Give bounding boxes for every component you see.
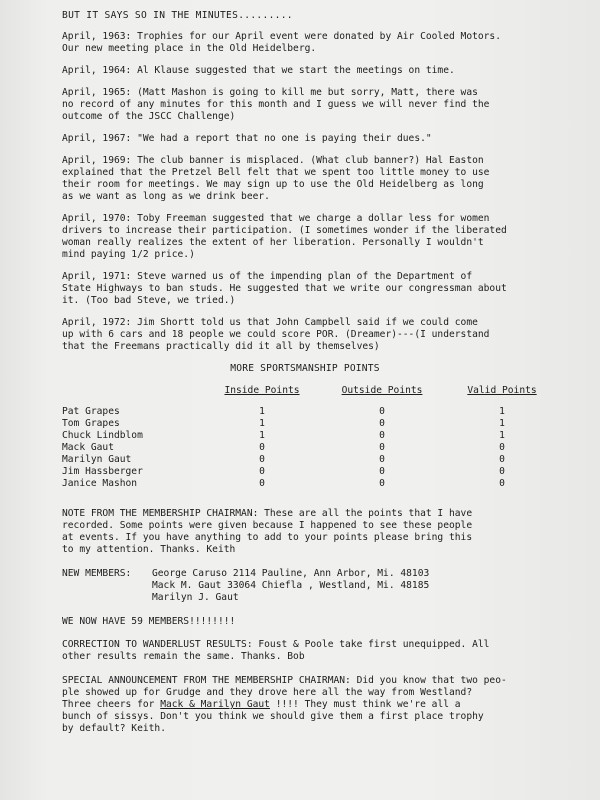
valid-points: 0 [499, 466, 505, 477]
member-count: WE NOW HAVE 59 MEMBERS!!!!!!!! [62, 616, 236, 627]
inside-points: 1 [259, 418, 265, 429]
minutes-entry-1964: April, 1964: Al Klause suggested that we start the meetings on time. [62, 65, 455, 76]
minutes-entry-1972: April, 1972: Jim Shortt told us that John Campbell said if we could come up with 6 cars and 18 people we could score POR. (Dreamer)---(I understand that the Freemans practically did it all by themselves) [62, 317, 490, 352]
page-heading: BUT IT SAYS SO IN THE MINUTES......... [62, 10, 293, 21]
valid-points: 1 [499, 406, 505, 417]
outside-points: 0 [379, 430, 385, 441]
list-item: George Caruso 2114 Pauline, Ann Arbor, Mi. 48103 [152, 568, 430, 579]
member-name: Marilyn Gaut [62, 454, 132, 465]
special-announcement [62, 675, 548, 735]
special-announcement-text-2: !!!! They must think we're all a bunch of sissys. Don't you think we should give them a first place trophy by default? Keith. [62, 699, 484, 734]
list-item: Marilyn J. Gaut [152, 592, 239, 603]
valid-points: 1 [499, 418, 505, 429]
new-members-list [152, 568, 429, 604]
table-header-row [62, 385, 548, 406]
table-row [62, 406, 548, 418]
member-name: Tom Grapes [62, 418, 120, 429]
outside-points: 0 [379, 418, 385, 429]
minutes-entry-1970: April, 1970: Toby Freeman suggested that we charge a dollar less for women drivers to increase their participation. (I sometimes wonder if the liberated woman really realizes the extent of her liberation. Personally I wouldn't mind paying 1/2 price.) [62, 213, 507, 260]
membership-note: NOTE FROM THE MEMBERSHIP CHAIRMAN: These are all the points that I have recorded. Some points were given because I happened to see these people at events. If you have anything to add to your points please bring this to my attention. Thanks. Keith [62, 508, 473, 555]
minutes-entry-1963: April, 1963: Trophies for our April event were donated by Air Cooled Motors. Our new meeting place in the Old Heidelberg. [62, 31, 501, 54]
column-header-valid: Valid Points [467, 385, 537, 396]
minutes-entry-1967: April, 1967: "We had a report that no one is paying their dues." [62, 133, 432, 144]
table-row [62, 454, 548, 466]
outside-points: 0 [379, 406, 385, 417]
list-item: Mack M. Gaut 33064 Chiefla , Westland, Mi. 48185 [152, 580, 430, 591]
sportsmanship-table [62, 385, 548, 490]
outside-points: 0 [379, 454, 385, 465]
special-announcement-names: Mack & Marilyn Gaut [160, 699, 270, 710]
minutes-entry-1965: April, 1965: (Matt Mashon is going to kill me but sorry, Matt, there was no record of any minutes for this month and I guess we will never find the outcome of the JSCC Challenge) [62, 87, 490, 122]
minutes-entry-1969: April, 1969: The club banner is misplaced. (What club banner?) Hal Easton explained that the Pretzel Bell felt that we spent too little money to use their room for meetings. We may sign up to use the Old Heidelberg as long as we want as long as we drink beer. [62, 155, 490, 202]
member-name: Pat Grapes [62, 406, 120, 417]
sportsmanship-title: MORE SPORTSMANSHIP POINTS [230, 363, 380, 374]
new-members [62, 568, 548, 604]
inside-points: 0 [259, 466, 265, 477]
wanderlust-correction: CORRECTION TO WANDERLUST RESULTS: Foust & Poole take first unequipped. All other results remain the same. Thanks. Bob [62, 639, 490, 662]
member-name: Janice Mashon [62, 478, 138, 489]
new-members-label: NEW MEMBERS: [62, 568, 132, 579]
column-header-inside: Inside Points [224, 385, 300, 396]
inside-points: 0 [259, 442, 265, 453]
inside-points: 1 [259, 406, 265, 417]
table-row [62, 430, 548, 442]
member-name: Jim Hassberger [62, 466, 143, 477]
inside-points: 0 [259, 478, 265, 489]
member-name: Chuck Lindblom [62, 430, 143, 441]
inside-points: 0 [259, 454, 265, 465]
table-row [62, 478, 548, 490]
column-header-outside: Outside Points [341, 385, 423, 396]
table-row [62, 418, 548, 430]
minutes-entry-1971: April, 1971: Steve warned us of the impending plan of the Department of State Highways to ban studs. He suggested that we write our congressman about it. (Too bad Steve, we tried.) [62, 271, 507, 306]
table-row [62, 442, 548, 454]
outside-points: 0 [379, 466, 385, 477]
special-announcement-text-1: SPECIAL ANNOUNCEMENT FROM THE MEMBERSHIP CHAIRMAN: Did you know that two peo- ple showed up for Grudge and they drove here all the way from Westland? Three cheers for [62, 675, 507, 710]
inside-points: 1 [259, 430, 265, 441]
column-header-name [62, 385, 216, 406]
minutes-entries [62, 31, 548, 353]
valid-points: 1 [499, 430, 505, 441]
outside-points: 0 [379, 442, 385, 453]
member-name: Mack Gaut [62, 442, 114, 453]
outside-points: 0 [379, 478, 385, 489]
table-row [62, 466, 548, 478]
valid-points: 0 [499, 478, 505, 489]
valid-points: 0 [499, 454, 505, 465]
valid-points: 0 [499, 442, 505, 453]
